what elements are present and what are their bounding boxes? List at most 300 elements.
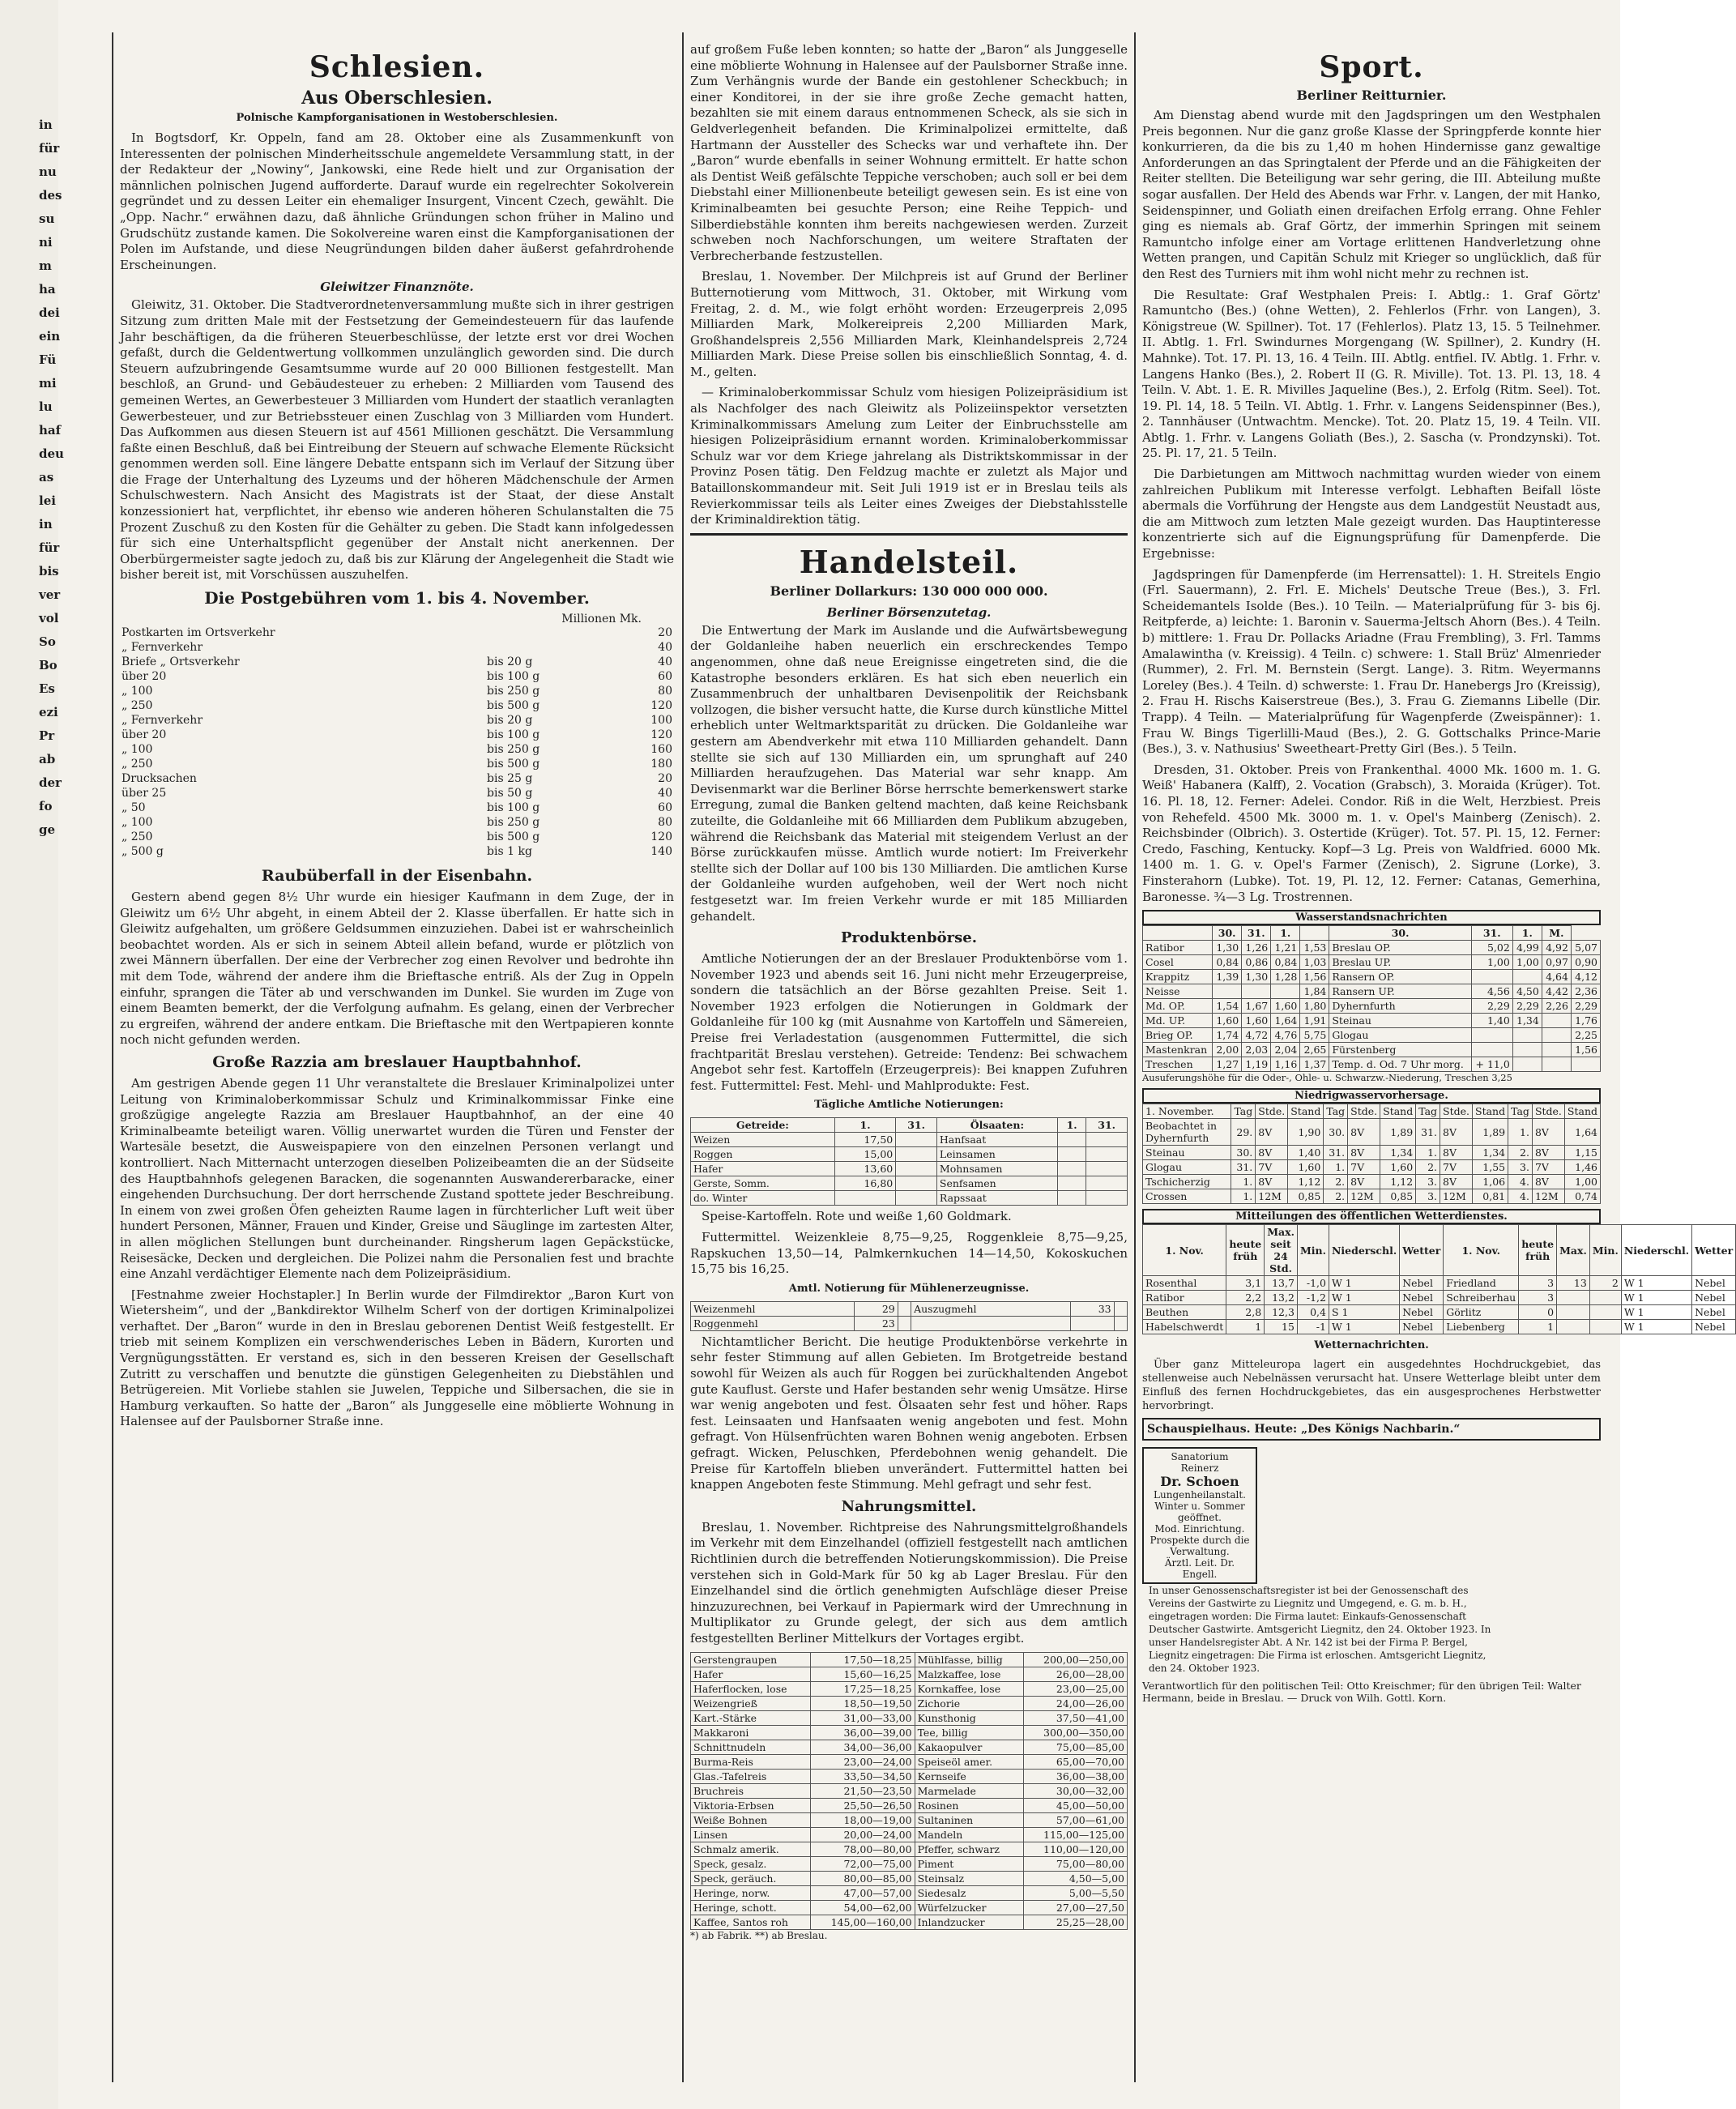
sanatorium-line: Prospekte durch die Verwaltung. [1150,1535,1250,1558]
table-cell [1086,1191,1128,1206]
table-cell: 1,56 [1571,1043,1600,1057]
table-row [691,1740,1128,1754]
table-cell: Stde. [1256,1104,1288,1119]
table-header-cell: Wetter [1692,1225,1736,1276]
table-cell [1071,1316,1114,1330]
table-row [691,1856,1128,1871]
post-fee-cell: 80 [658,685,672,698]
table-cell: Senfsamen [936,1176,1057,1191]
table-header-cell: M. [1542,926,1571,941]
table-cell: W 1 [1329,1291,1399,1305]
table-cell: Breslau OP. [1329,941,1471,955]
table-cell: 4,76 [1271,1028,1300,1043]
table-row [1143,1146,1601,1160]
table-cell: 13,2 [1265,1291,1298,1305]
table-row [691,1769,1128,1783]
table-cell: 4,64 [1542,970,1571,984]
grain-table [690,1117,1128,1206]
table-cell [1512,1043,1542,1057]
post-fee-cell: bis 20 g [487,714,533,728]
price-cell: Heringe, schott. [691,1900,811,1915]
table-cell: Stde. [1348,1104,1380,1119]
table-cell [1589,1305,1621,1320]
table-row [1143,941,1601,955]
table-cell: 1,55 [1473,1160,1508,1175]
table-cell: Liebenberg [1444,1320,1519,1334]
article-text-sokol: In Bogtsdorf, Kr. Oppeln, fand am 28. Oktober eine als Zusammenkunft von Interessenten der polnischen Minderheitsschule angemeldete Versammlung statt, in der der Redakteur der „Nowiny“, Jankowski, eine Rede hielt und zur Organisation der männlichen polnischen Jugend aufforderte. Darauf wurde ein regelrechter Sokolverein gegründet und zu dessen Leiter ein ehemaliger Insurgent, Vincent Czech, gewählt. Die „Opp. Nachr.“ erwähnen dazu, daß ähnliche Gründungen schon früher in Malino und Grudschütz zustande kamen. Die Sokolvereine waren einst die Kampforganisationen der Polen im Aufstande, und diese Neugründungen bilden daher äußerst gefahrdrohende Erscheinungen. [120,130,674,272]
margin-fragment: der [39,775,62,790]
table-cell: Stand [1288,1104,1324,1119]
margin-fragment: fo [39,799,53,813]
table-cell: 1,67 [1242,999,1271,1014]
table-cell [896,1162,937,1176]
table-cell [1571,1057,1600,1072]
sanatorium-ad [1142,1447,1257,1584]
price-cell: 31,00—33,00 [811,1710,915,1725]
table-cell: 3 [1519,1276,1557,1291]
table-cell: 0,81 [1473,1189,1508,1204]
table-cell: Fürstenberg [1329,1043,1471,1057]
table-cell: 1,27 [1213,1057,1242,1072]
table-cell: 12M [1440,1189,1473,1204]
table-cell: 7V [1348,1160,1380,1175]
table-cell: 8V [1348,1175,1380,1189]
price-cell: 17,50—18,25 [811,1652,915,1667]
post-fee-cell: Briefe „ Ortsverkehr [122,655,240,669]
post-fee-cell: 20 [658,772,672,786]
table-row [120,728,674,742]
table-cell: 2,29 [1512,999,1542,1014]
price-cell: 78,00—80,00 [811,1842,915,1856]
table-cell: 4,50 [1512,984,1542,999]
table-cell: Steinau [1143,1146,1231,1160]
razzia-text: Am gestrigen Abende gegen 11 Uhr veranstaltete die Breslauer Kriminalpolizei unter Leitung von Kriminaloberkommissar Schulz und Kriminalkommissar Finke eine großzügige angelegte Razzia am Breslauer Hauptbahnhof, an der eine 40 Kriminalbeamte beteiligt waren. Völlig unerwartet wurden die Türen und Fenster der Wartesäle besetzt, die Ausweispapiere von den einzelnen Personen verlangt und kontrolliert. Nach Mitternacht unterzogen dieselben Polizeibeamten die an der Südseite des Hauptbahnhofs gelegenen Baracken, die sogenannten Auswandererbaracke, einer eingehenden Durchsuchung. Der dort herrschende Zustand spottete jeder Beschreibung. In einem von zwei großen Öfen geheizten Raume lagen in fürchterlicher Luft weit über hundert Personen, Männer, Frauen und Kinder, Greise und Säuglinge im zartesten Alter, in allen möglichen Stellungen bunt durcheinander. Ringsherum lagen Gepäckstücke, Reisesäcke, Decken und dergleichen. Die Polizei nahm die Personalien fest und brachte eine Anzahl verdächtiger Elemente nach dem Polizeipräsidium. [120,1075,674,1282]
table-row [1143,1104,1601,1119]
table-cell: 2,26 [1542,999,1571,1014]
post-fee-cell: „ Fernverkehr [122,641,203,655]
margin-fragment: haf [39,423,62,438]
table-cell: -1,0 [1297,1276,1329,1291]
table-row [691,1710,1128,1725]
right-column [1142,42,1734,2084]
table-cell: 17,50 [834,1133,895,1147]
price-cell: Mühlfasse, billig [915,1652,1023,1667]
price-cell: Glas.-Tafelreis [691,1769,811,1783]
table-cell: Nebel [1400,1305,1444,1320]
table-cell: 0,74 [1564,1189,1600,1204]
table-cell: 8V [1256,1175,1288,1189]
table-cell: 2,04 [1271,1043,1300,1057]
table-cell: 13,7 [1265,1276,1298,1291]
post-fee-cell: bis 100 g [487,728,540,742]
table-row [1143,1028,1601,1043]
table-header-cell: Getreide: [691,1118,835,1133]
table-cell: 1,56 [1300,970,1329,984]
table-row [691,1696,1128,1710]
hochstapler-text: [Festnahme zweier Hochstapler.] In Berlin wurde der Filmdirektor „Baron Kurt von Wietersheim“, und der „Bankdirektor Wilhelm Scherf von der dortigen Kriminalpolizei verhaftet. Der „Baron“ wurde in den in Breslau geborenen Dentist Weiß festgestellt. Er trieb mit seinem Komplizen ein verschwenderisches Leben in Bädern, Kurorten und Vergnügungsstätten. Er verstand es, sich in den besseren Kreisen der Gesellschaft Zutritt zu verschaffen und benutzte die günstigen Gelegenheiten zu Diebstählen und Betrügereien. Mit Vorliebe stahlen sie Juwelen, Teppiche und Silbersachen, die sie in Hamburg verkauften. So hatte der „Baron“ als Junggeselle eine möblierte Wohnung in Halensee auf der Paulsborner Straße inne. [120,1287,674,1429]
table-row [691,1725,1128,1740]
table-cell: 1,00 [1564,1175,1600,1189]
table-cell [1557,1320,1590,1334]
table-row [120,786,674,800]
table-cell: 5,75 [1300,1028,1329,1043]
table-cell: Stand [1564,1104,1600,1119]
nahrung-text: Breslau, 1. November. Richtpreise des Nahrungsmittelgroßhandels im Verkehr mit dem Einzelhandel (offiziell festgestellt nach amtlichen Richtlinien durch die betreffenden Notierungskommission). Die Preise verstehen sich in Gold-Mark für 50 kg ab Lager Breslau. Für den Einzelhandel sind die örtlich genehmigten Aufschläge dieser Preise hinzuzurechnen, bei Verkauf in Papiermark wird der Umrechnung in Multiplikator zu Grunde gelegt, der sich aus dem amtlich festgestellten Berliner Mittelkurs der Vortages ergibt. [690,1519,1128,1646]
milchpreis-text: Breslau, 1. November. Der Milchpreis ist auf Grund der Berliner Butternotierung vom Mittwoch, 31. Oktober, mit Wirkung vom Freitag, 2. d. M., wie folgt erhöht worden: Erzeugerpreis 2,095 Milliarden Mark, Molkereipreis 2,200 Milliarden Mark, Großhandelspreis 2,556 Milliarden Mark, Kleinhandelspreis 2,724 Milliarden Mark. Diese Preise sollen bis einschließlich Sonntag, 4. d. M., gelten. [690,269,1128,379]
margin-fragment: mi [39,376,57,391]
table-cell: 23 [855,1316,898,1330]
table-cell: 7V [1256,1160,1288,1175]
section-title-schlesien: Schlesien. [309,50,485,84]
table-header-cell: 31. [1471,926,1512,941]
table-cell: Ratibor [1143,1291,1226,1305]
table-cell: 3. [1416,1175,1440,1189]
table-row [1143,1291,1736,1305]
table-cell [896,1147,937,1162]
table-cell: 1,74 [1213,1028,1242,1043]
post-fee-cell: 120 [650,830,672,844]
sanatorium-line: Ärztl. Leit. Dr. Engell. [1164,1557,1235,1581]
price-cell: Zichorie [915,1696,1023,1710]
table-row [120,684,674,698]
price-cell: 21,50—23,50 [811,1783,915,1798]
price-cell: Weizengrieß [691,1696,811,1710]
article-subtitle: Polnische Kampforganisationen in Westoberschlesien. [236,112,558,124]
price-cell: 75,00—85,00 [1023,1740,1127,1754]
schauspielhaus: Schauspielhaus. Heute: „Des Königs Nachbarin.“ [1142,1418,1601,1441]
price-cell: 27,00—27,50 [1023,1900,1127,1915]
table-cell: 1,40 [1288,1146,1324,1160]
table-cell: 0,90 [1571,955,1600,970]
table-cell: Nebel [1400,1291,1444,1305]
table-header-cell: Niederschl. [1621,1225,1691,1276]
table-cell: 1. [1416,1146,1440,1160]
margin-fragment: ezi [39,705,58,719]
price-cell: Haferflocken, lose [691,1681,811,1696]
table-cell: Weizen [691,1133,835,1147]
table-header-cell: Min. [1297,1225,1329,1276]
table-cell: 2,36 [1571,984,1600,999]
table-cell: 12M [1348,1189,1380,1204]
muehlen-title: Amtl. Notierung für Mühlenerzeugnisse. [788,1282,1030,1295]
table-row [691,1827,1128,1842]
table-cell: W 1 [1329,1276,1399,1291]
table-cell [1542,1057,1571,1072]
post-fee-cell: 60 [658,801,672,815]
price-cell: 65,00—70,00 [1023,1754,1127,1769]
previous-page-edge [0,0,64,2109]
table-cell: W 1 [1621,1291,1691,1305]
margin-fragment: nu [39,164,57,179]
table-cell: 4,42 [1542,984,1571,999]
table-cell: 1,15 [1564,1146,1600,1160]
table-cell: Hanfsaat [936,1133,1057,1147]
table-cell: Tag [1416,1104,1440,1119]
price-cell: 110,00—120,00 [1023,1842,1127,1856]
table-cell: Ransern OP. [1329,970,1471,984]
post-fee-cell: bis 100 g [487,801,540,815]
price-cell: Hafer [691,1667,811,1681]
price-cell: Würfelzucker [915,1900,1023,1915]
post-fee-cell: „ 250 [122,830,153,844]
table-header-row [1143,1225,1736,1276]
table-header-cell: 31. [896,1118,937,1133]
post-fee-cell: bis 500 g [487,758,540,771]
produkten-text: Amtliche Notierungen der an der Breslauer Produktenbörse vom 1. November 1923 und abends seit 16. Juni nicht mehr Erzeugerpreise, sondern die tatsächlich an der Börse gezahlten Preise. Seit 1. November 1923 erfolgen die Notierungen in Goldmark der Goldanleihe für 100 kg (mit Ausnahme von Kartoffeln und Sämereien, Preise frei Verladestation (ausgenommen Futtermittel, die sich frachtparität Breslau verstehen). Getreide: Tendenz: Bei schwachem Angebot sehr fest. Kartoffeln (Erzeugerpreis): Bei knappen Zufuhren fest. Futtermittel: Fest. Mehl- und Mahlprodukte: Fest. [690,951,1128,1093]
table-cell: Treschen [1143,1057,1213,1072]
table-cell: 2,2 [1226,1291,1265,1305]
table-cell: 1. [1231,1189,1256,1204]
raub-title: Raubüberfall in der Eisenbahn. [261,867,533,886]
register-notices: In unser Genossenschaftsregister ist bei der Genossenschaft des Vereins der Gastwirte zu Liegnitz und Umgegend, e. G. m. b. H., eingetragen worden: Die Firma lautet: Einkaufs-Genossenschaft Deutscher Gastwirte. Amtsgericht Liegnitz, den 24. Oktober 1923. In unser Handelsregister Abt. A Nr. 142 ist bei der Firma P. Bergel, Liegnitz eingetragen: Die Firma ist erloschen. Amtsgericht Liegnitz, den 24. Oktober 1923. [1149,1585,1491,1675]
table-cell: 2,65 [1300,1043,1329,1057]
post-fee-cell: 120 [650,699,672,713]
table-cell: 7V [1532,1160,1564,1175]
table-cell: W 1 [1329,1320,1399,1334]
table-cell: 0,4 [1297,1305,1329,1320]
table-cell: 8V [1348,1119,1380,1146]
table-cell: 2,29 [1471,999,1512,1014]
price-cell: Kernseife [915,1769,1023,1783]
table-cell: 12M [1532,1189,1564,1204]
table-cell: 1,37 [1300,1057,1329,1072]
table-row [120,742,674,757]
price-cell: Kornkaffee, lose [915,1681,1023,1696]
margin-fragment: su [39,211,55,226]
price-cell: Speck, gesalz. [691,1856,811,1871]
table-cell: 1,60 [1288,1160,1324,1175]
table-cell [1057,1147,1086,1162]
table-row [120,655,674,669]
table-header-cell: Wetter [1400,1225,1444,1276]
table-cell: 30. [1324,1119,1348,1146]
price-cell: Kaffee, Santos roh [691,1915,811,1929]
table-cell [1057,1133,1086,1147]
table-row [1143,1276,1736,1291]
column-rule-right [1134,32,1136,2082]
table-cell [911,1316,1071,1330]
table-cell [1114,1301,1127,1316]
post-fee-cell: über 20 [122,670,167,684]
table-row [120,640,674,655]
table-cell: Glogau [1143,1160,1231,1175]
post-fee-cell: „ 500 g [122,845,164,859]
price-cell: Marmelade [915,1783,1023,1798]
post-fee-cell: 20 [658,626,672,640]
post-fee-cell: 180 [650,758,672,771]
niedrig-title: Niedrigwasservorhersage. [1142,1088,1601,1104]
price-cell: Malzkaffee, lose [915,1667,1023,1681]
table-cell: Steinau [1329,1014,1471,1028]
margin-fragment: bis [39,564,59,578]
speise-kartoffeln: Speise-Kartoffeln. Rote und weiße 1,60 Goldmark. [702,1209,1012,1224]
table-cell: 1. [1508,1119,1533,1146]
table-header-cell: 1. [1512,926,1542,941]
price-cell: Makkaroni [691,1725,811,1740]
price-cell: 33,50—34,50 [811,1769,915,1783]
price-cell: Kart.-Stärke [691,1710,811,1725]
table-row [691,1812,1128,1827]
table-row [120,800,674,815]
table-cell: Gerste, Somm. [691,1176,835,1191]
table-cell: 1,34 [1473,1146,1508,1160]
table-header-cell: heute früh [1519,1225,1557,1276]
table-row [691,1316,1128,1330]
table-cell: Nebel [1400,1320,1444,1334]
subheading-gleiwitz: Gleiwitzer Finanznöte. [320,280,474,295]
post-fees-unit: Millionen Mk. [561,613,642,626]
table-header-cell: Ölsaaten: [936,1118,1057,1133]
table-cell: 8V [1348,1146,1380,1160]
table-cell: 4,92 [1542,941,1571,955]
imprint: Verantwortlich für den politischen Teil: Otto Kreischmer; für den übrigen Teil: Walter Hermann, beide in Breslau. — Druck von Wilh. Gottl. Korn. [1142,1680,1581,1705]
post-fee-cell: bis 1 kg [487,845,532,859]
table-cell: 7V [1440,1160,1473,1175]
table-cell [1557,1291,1590,1305]
table-cell: 1. November. [1143,1104,1231,1119]
margin-fragment: Es [39,681,55,696]
table-cell: 3 [1519,1291,1557,1305]
table-header-cell: Max. seit 24 Std. [1265,1225,1298,1276]
margin-fragment: ni [39,235,53,250]
table-cell: Mastenkran [1143,1043,1213,1057]
price-cell: 25,50—26,50 [811,1798,915,1812]
table-row [691,1754,1128,1769]
post-fee-cell: Postkarten im Ortsverkehr [122,626,275,640]
table-cell: 1. [1324,1160,1348,1175]
table-row [1143,1119,1601,1146]
table-row [1143,1320,1736,1334]
table-cell: do. Winter [691,1191,835,1206]
margin-fragment: in [39,517,53,532]
margin-fragment: des [39,188,62,203]
table-cell: Brieg OP. [1143,1028,1213,1043]
post-fee-cell: 40 [658,641,672,655]
table-row [1143,970,1601,984]
table-cell: 30. [1231,1146,1256,1160]
table-cell: Stand [1380,1104,1416,1119]
table-cell: 0,97 [1542,955,1571,970]
table-cell: Temp. d. Od. 7 Uhr morg. [1329,1057,1471,1072]
hochstapler-continued: auf großem Fuße leben konnten; so hatte der „Baron“ als Junggeselle eine möblierte Wohnung in Halensee auf der Paulsborner Straße inne. Zum Verhängnis wurde der Bande ein gestohlener Scheckbuch; in einer Konditorei, in der sie ihre große Zeche gemacht hatten, bezahlten sie mit einem daraus entnommenen Scheck, als sie sich in Geldverlegenheit befanden. Die Kriminalpolizei ermittelte, daß Hartmann der Aussteller des Schecks war und verhaftete ihn. Der „Baron“ wurde ebenfalls in seiner Wohnung ermittelt. Er hatte schon als Dentist Weiß gefälschte Teppiche verschoben; auch soll er bei dem Diebstahl einer Millionenbeute beteiligt gewesen sein. Es ist eine von Kriminalbeamten bei gesuchte Person; eine Reihe Teppich- und Silberdiebstähle konnten ihm bereits nachgewiesen werden. Zurzeit schweben noch Nachforschungen, um weitere Straftaten der Verbrecherbande festzustellen. [690,42,1128,263]
sanatorium-line: Reinerz [1180,1462,1219,1475]
wasser-title: Wasserstandsnachrichten [1142,910,1601,925]
table-cell [1471,1028,1512,1043]
table-row [691,1133,1128,1147]
boersen-subtitle: Berliner Börsenzutetag. [826,604,992,620]
column-rule-left [112,32,113,2082]
table-cell: Rapssaat [936,1191,1057,1206]
table-cell: 4,72 [1242,1028,1271,1043]
price-cell: 37,50—41,00 [1023,1710,1127,1725]
table-cell: Dyhernfurth [1329,999,1471,1014]
table-cell: Cosel [1143,955,1213,970]
table-cell: Tag [1324,1104,1348,1119]
post-fee-cell [485,640,616,655]
table-cell: Tag [1231,1104,1256,1119]
table-cell: 8V [1532,1119,1564,1146]
wetterbericht-text: Über ganz Mitteleuropa lagert ein ausgedehntes Hochdruckgebiet, das stellenweise auch Nebelnässen verursacht hat. Unsere Wetterlage bleibt unter dem Einfluß des fernen Hochdruckgebietes, das ein ausgesprochenes Herbstwetter hervorbringt. [1142,1359,1601,1413]
reitturnier-text: Am Dienstag abend wurde mit den Jagdspringen um den Westphalen Preis begonnen. Nur die ganz große Klasse der Springpferde konnte hier konkurrieren, da die bis zu 1,40 m hohen Hindernisse ganz gewaltige Anforderungen an das Springtalent der Pferde und an die Fähigkeiten der Reiter stellten. Die Beteiligung war sehr gering, die III. Abteilung mußte sogar ausfallen. Der Held des Abends war Frhr. v. Langen, der mit Hanko, Seidenspinner, und Goliath einen dreifachen Erfolg errang. Ohne Fehler ging es niemals ab. Graf Görtz, der immerhin Springen mit seinem Ramuntcho infolge einer am Vortage erlittenen Handverletzung ohne Wetten prangen, und Capitän Schulz mit Krieger so unglücklich, daß für den Rest des Turniers mit ihm wohl nicht mehr zu rechnen ist. [1142,108,1601,281]
table-cell [1512,970,1542,984]
table-cell [1557,1305,1590,1320]
post-fee-cell: bis 500 g [487,830,540,844]
post-fee-cell: „ 100 [122,743,153,757]
table-cell: 2. [1324,1189,1348,1204]
table-cell: 1 [1226,1320,1265,1334]
table-cell [1114,1316,1127,1330]
margin-fragment: lu [39,399,53,414]
table-cell: 1,60 [1271,999,1300,1014]
post-fee-cell: bis 500 g [487,699,540,713]
table-cell: 1,30 [1242,970,1271,984]
margin-fragment: So [39,634,56,649]
table-cell: Weizenmehl [691,1301,855,1316]
table-cell: 1,64 [1271,1014,1300,1028]
table-row [1143,1305,1736,1320]
price-cell: 17,25—18,25 [811,1681,915,1696]
table-cell: Nebel [1692,1305,1736,1320]
price-cell: Sultaninen [915,1812,1023,1827]
dollar-rate: Berliner Dollarkurs: 130 000 000 000. [770,583,1048,599]
table-header-cell: 1. Nov. [1444,1225,1519,1276]
table-row [120,844,674,859]
table-cell: 16,80 [834,1176,895,1191]
dresden-races: Dresden, 31. Oktober. Preis von Frankenthal. 4000 Mk. 1600 m. 1. G. Weiß' Habanera (Kalff), 2. Vocation (Grabsch), 3. Moraida (Krüger). Tot. 16. Pl. 18, 12. Ferner: Adelei. Condor. Riß in die Welt, Herzbiest. Preis von Rehefeld. 4500 Mk. 3000 m. 1. v. Opel's Mainberg (Zenisch). 2. Reichsbinder (Olbrich). 3. Ostertide (Krüger). Tot. 57. Pl. 15, 12. Ferner: Credo, Fasching, Kentucky. Kopf—3 Lg. Preis von Waldfried. 6000 Mk. 1400 m. 1. G. v. Opel's Farmer (Zenisch), 2. Sigrune (Lorke), 3. Finsterahorn (Lubke). Tot. 19, Pl. 12, 12. Ferner: Catanas, Gemerhina, Baronesse. ¾—3 Lg. Trostrennen. [1142,762,1601,904]
water-level-table [1142,925,1601,1072]
post-fee-cell: 160 [650,743,672,757]
table-row [120,625,674,640]
margin-fragment: m [39,258,52,273]
table-cell: 13 [1557,1276,1590,1291]
table-cell: 1,40 [1471,1014,1512,1028]
table-cell: Beuthen [1143,1305,1226,1320]
table-cell: 3. [1416,1189,1440,1204]
price-cell: Mandeln [915,1827,1023,1842]
wasser-footnote: Ausuferungshöhe für die Oder-, Ohle- u. Schwarzw.-Niederung, Treschen 3,25 [1142,1072,1512,1084]
table-row [1143,1175,1601,1189]
table-cell [1512,1028,1542,1043]
price-cell: 300,00—350,00 [1023,1725,1127,1740]
price-cell: 57,00—61,00 [1023,1812,1127,1827]
table-cell: 1,64 [1564,1119,1600,1146]
post-fee-cell: über 25 [122,787,167,800]
table-cell [898,1316,911,1330]
table-cell: 12,3 [1265,1305,1298,1320]
sanatorium-ad-block [1142,1447,1601,1675]
wetter-title: Mitteilungen des öffentlichen Wetterdienstes. [1142,1209,1601,1224]
table-cell: 1,89 [1380,1119,1416,1146]
price-cell: Pfeffer, schwarz [915,1842,1023,1856]
price-cell: 25,25—28,00 [1023,1915,1127,1929]
table-row [691,1900,1128,1915]
table-cell: 1,53 [1300,941,1329,955]
post-fee-cell: bis 250 g [487,685,540,698]
table-cell [1057,1162,1086,1176]
weather-table [1142,1224,1736,1334]
table-cell: 0 [1519,1305,1557,1320]
price-cell: Schmalz amerik. [691,1842,811,1856]
table-cell: 1,76 [1571,1014,1600,1028]
post-fee-cell: „ 50 [122,801,146,815]
table-cell: 2,25 [1571,1028,1600,1043]
price-cell: 23,00—25,00 [1023,1681,1127,1696]
table-cell: Nebel [1692,1276,1736,1291]
table-cell [1057,1191,1086,1206]
table-cell: 5,02 [1471,941,1512,955]
post-fees-title: Die Postgebühren vom 1. bis 4. November. [204,588,590,608]
price-cell: 36,00—39,00 [811,1725,915,1740]
